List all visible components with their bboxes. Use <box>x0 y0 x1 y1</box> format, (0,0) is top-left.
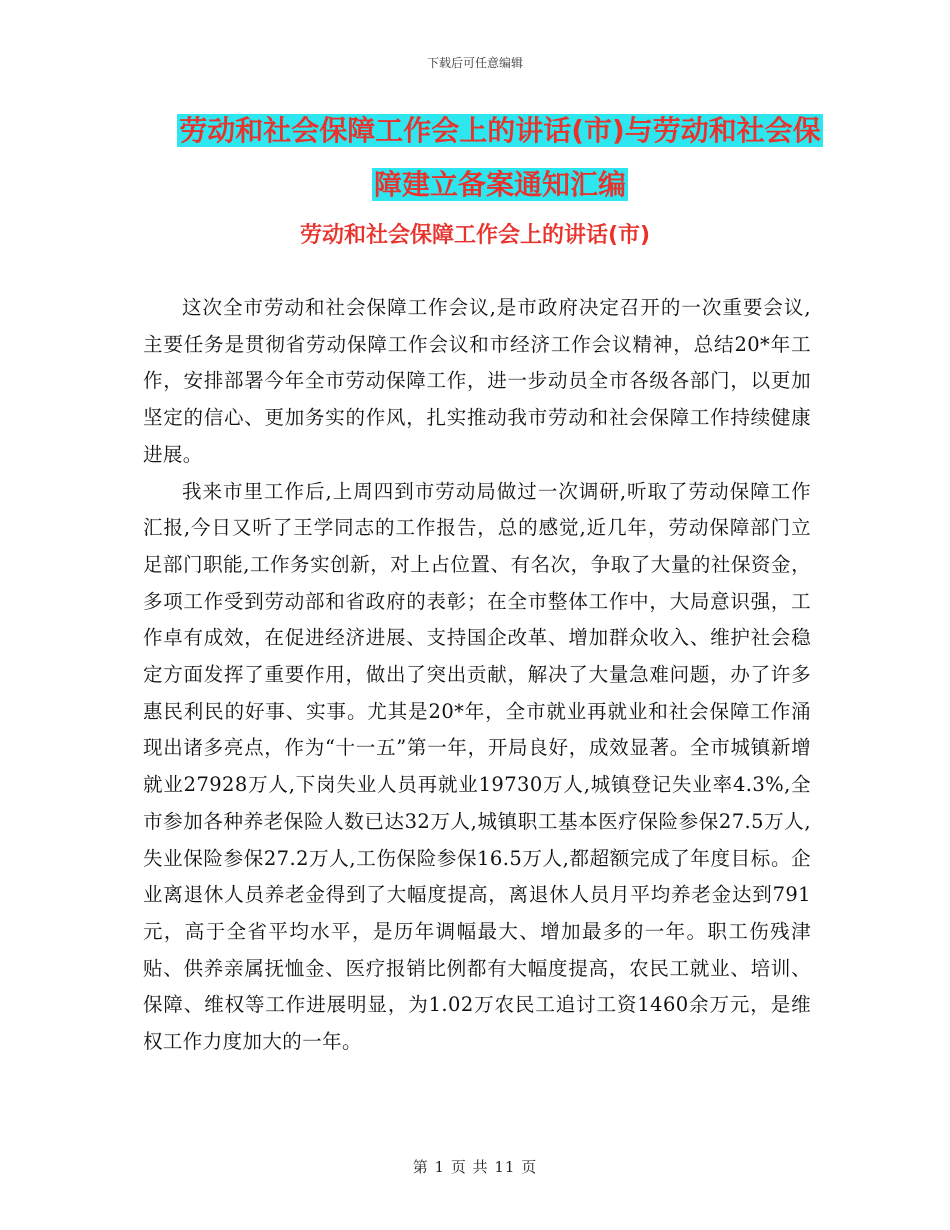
header-note: 下载后可任意编辑 <box>426 56 523 70</box>
page-number-footer: 第 1 页 共 11 页 <box>412 1158 538 1176</box>
section-title: 劳动和社会保障工作会上的讲话(市) <box>299 223 651 248</box>
paragraph-2: 我来市里工作后,上周四到市劳动局做过一次调研,听取了劳动保障工作汇报,今日又听了王学同志的工作报告，总的感觉,近几年，劳动保障部门立足部门职能,工作务实创新，对上占位置、有名次，争取了大量的社保资金，多项工作受到劳动部和省政府的表彰；在全市整体工作中，大局意识强，工作卓有成效，在促进经济进展、支持国企改革、增加群众收入、维护社会稳定方面发挥了重要作用，做出了突出贡献，解决了大量急难问题，办了许多惠民利民的好事、实事。尤其是20*年，全市就业再就业和社会保障工作涌现出诸多亮点，作为“十一五”第一年，开局良好，成效显著。全市城镇新增就业27928万人,下岗失业人员再就业19730万人,城镇登记失业率4.3%,全市参加各种养老保险人数已达32万人,城镇职工基本医疗保险参保27.5万人,失业保险参保27.2万人,工伤保险参保16.5万人,都超额完成了年度目标。企业离退休人员养老金得到了大幅度提高，离退休人员月平均养老金达到791元，高于全省平均水平，是历年调幅最大、增加最多的一年。职工伤残津贴、供养亲属抚恤金、医疗报销比例都有大幅度提高，农民工就业、培训、保障、维权等工作进展明显，为1.02万农民工追讨工资1460余万元，是维权工作力度加大的一年。 <box>143 479 811 1054</box>
title-line-1: 劳动和社会保障工作会上的讲话(市)与劳动和社会保 <box>179 114 821 147</box>
title-line-2: 障建立备案通知汇编 <box>373 168 626 201</box>
document-title <box>140 104 860 212</box>
body-text <box>143 290 811 1061</box>
paragraph-1: 这次全市劳动和社会保障工作会议,是市政府决定召开的一次重要会议,主要任务是贯彻省劳动保障工作会议和市经济工作会议精神，总结20*年工作，安排部署今年全市劳动保障工作，进一步动员全市各级各部门，以更加坚定的信心、更加务实的作风，扎实推动我市劳动和社会保障工作持续健康进展。 <box>143 296 811 466</box>
